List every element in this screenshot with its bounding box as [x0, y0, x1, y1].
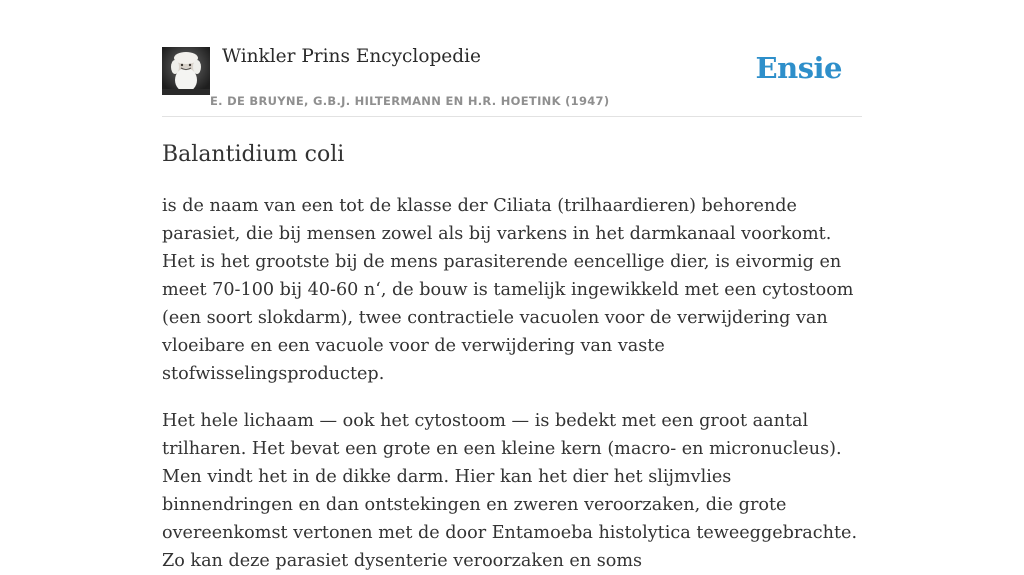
publication-authors: E. DE BRUYNE, G.B.J. HILTERMANN EN H.R. HOETINK (1947)	[210, 94, 610, 108]
header	[162, 0, 862, 117]
publication-title[interactable]: Winkler Prins Encyclopedie	[222, 46, 481, 67]
article-paragraph: Het hele lichaam — ook het cytostoom — is bedekt met een groot aantal trilharen. Het bevat een grote en een kleine kern (macro- en micronucleus). Men vindt het in de dikke darm. Hier kan het dier het slijmvlies binnendringen en dan ontstekingen en zweren veroorzaken, die grote overeenkomst vertonen met de door Entamoeba histolytica teweeggebrachte. Zo kan deze parasiet dysenterie veroorzaken en soms	[162, 411, 858, 571]
article	[162, 140, 864, 575]
article-paragraph: is de naam van een tot de klasse der Ciliata (trilhaardieren) behorende parasiet, die bij mensen zowel als bij varkens in het darmkanaal voorkomt. Het is het grootste bij de mens parasiterende eencellige dier, is eivormig en meet 70-100 bij 40-60 n‘, de bouw is tamelijk ingewikkeld met een cytostoom (een soort slokdarm), twee contractiele vacuolen voor de verwijdering van vloeibare en een vacuole voor de verwijdering van vaste stofwisselingsproductep.	[162, 196, 854, 384]
article-title: Balantidium coli	[162, 142, 345, 167]
portrait-avatar-icon[interactable]	[162, 47, 210, 95]
brand-logo[interactable]: Ensie	[755, 51, 842, 85]
